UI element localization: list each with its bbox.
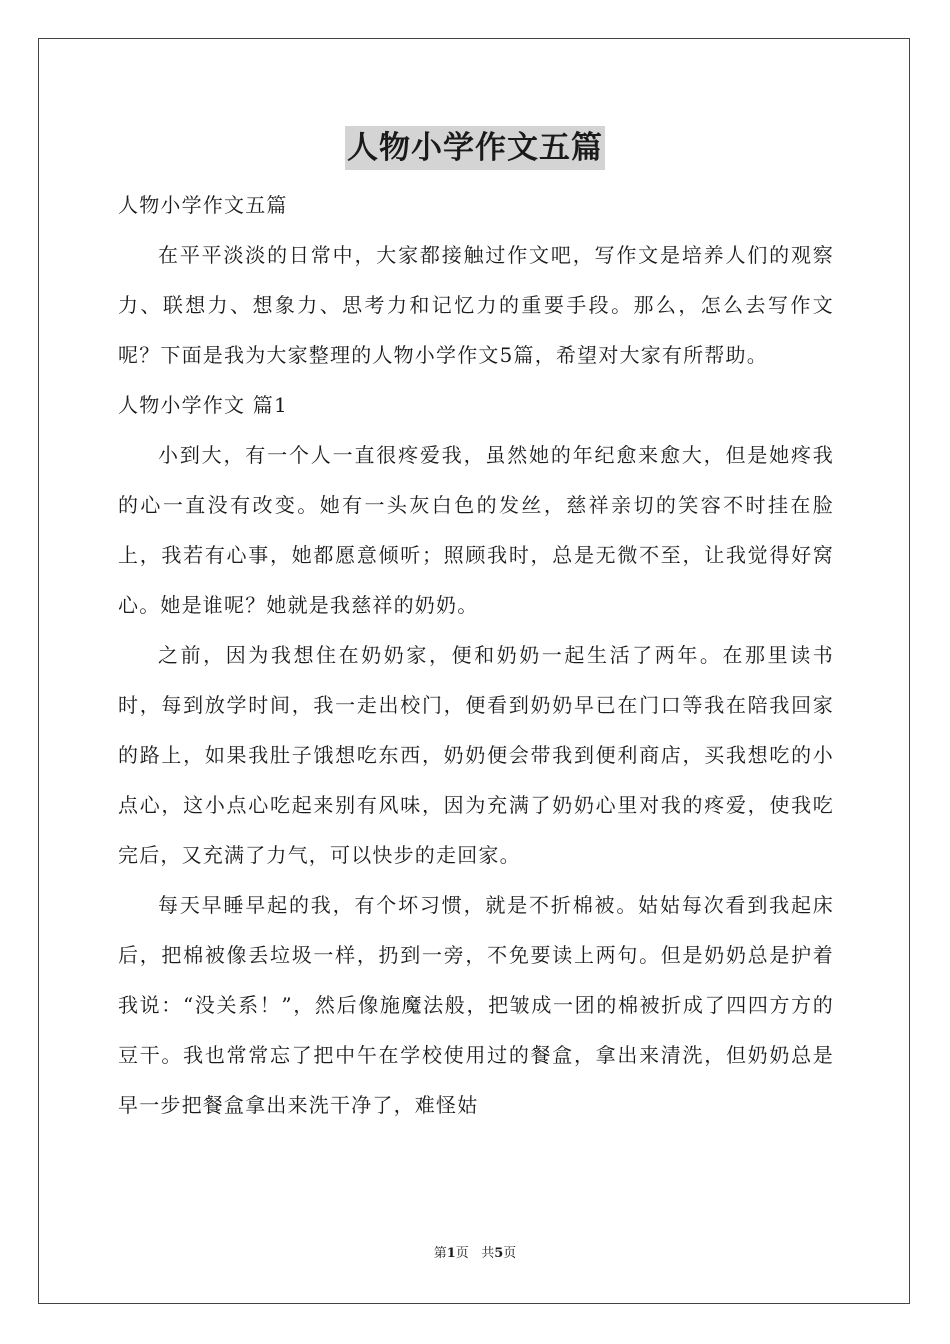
- page-prefix: 第: [433, 1246, 447, 1261]
- page-unit: 页: [455, 1246, 469, 1261]
- document-subtitle: 人物小学作文五篇: [118, 193, 288, 217]
- section-heading: 人物小学作文 篇1: [118, 393, 288, 417]
- document-title: 人物小学作文五篇: [345, 126, 605, 170]
- total-prefix: 共: [481, 1246, 495, 1261]
- body-paragraph: 每天早睡早起的我，有个坏习惯，就是不折棉被。姑姑每次看到我起床后，把棉被像丢垃圾一样，扔到一旁，不免要读上两句。但是奶奶总是护着我说：“没关系！”，然后像施魔法般，把皱成一团的棉被折成了四四方方的豆干。我也常常忘了把中午在学校使用过的餐盒，拿出来清洗，但奶奶总是早一步把餐盒拿出来洗干净了，难怪姑: [118, 893, 834, 1117]
- page-current: 1: [446, 1246, 456, 1261]
- body-paragraph: 小到大，有一个人一直很疼爱我，虽然她的年纪愈来愈大，但是她疼我的心一直没有改变。她有一头灰白色的发丝，慈祥亲切的笑容不时挂在脸上，我若有心事，她都愿意倾听；照顾我时，总是无微不至，让我觉得好窝心。她是谁呢？她就是我慈祥的奶奶。: [118, 443, 834, 617]
- page-total: 5: [494, 1246, 504, 1261]
- title-wrap: [0, 126, 950, 170]
- page-footer: [0, 1245, 950, 1263]
- body-paragraph: 之前，因为我想住在奶奶家，便和奶奶一起生活了两年。在那里读书时，每到放学时间，我一走出校门，便看到奶奶早已在门口等我在陪我回家的路上，如果我肚子饿想吃东西，奶奶便会带我到便利商店，买我想吃的小点心，这小点心吃起来别有风味，因为充满了奶奶心里对我的疼爱，使我吃完后，又充满了力气，可以快步的走回家。: [118, 643, 834, 867]
- document-body: [118, 180, 834, 1130]
- intro-paragraph: 在平平淡淡的日常中，大家都接触过作文吧，写作文是培养人们的观察力、联想力、想象力、思考力和记忆力的重要手段。那么，怎么去写作文呢？下面是我为大家整理的人物小学作文5篇，希望对大家有所帮助。: [118, 243, 834, 367]
- total-unit: 页: [503, 1246, 517, 1261]
